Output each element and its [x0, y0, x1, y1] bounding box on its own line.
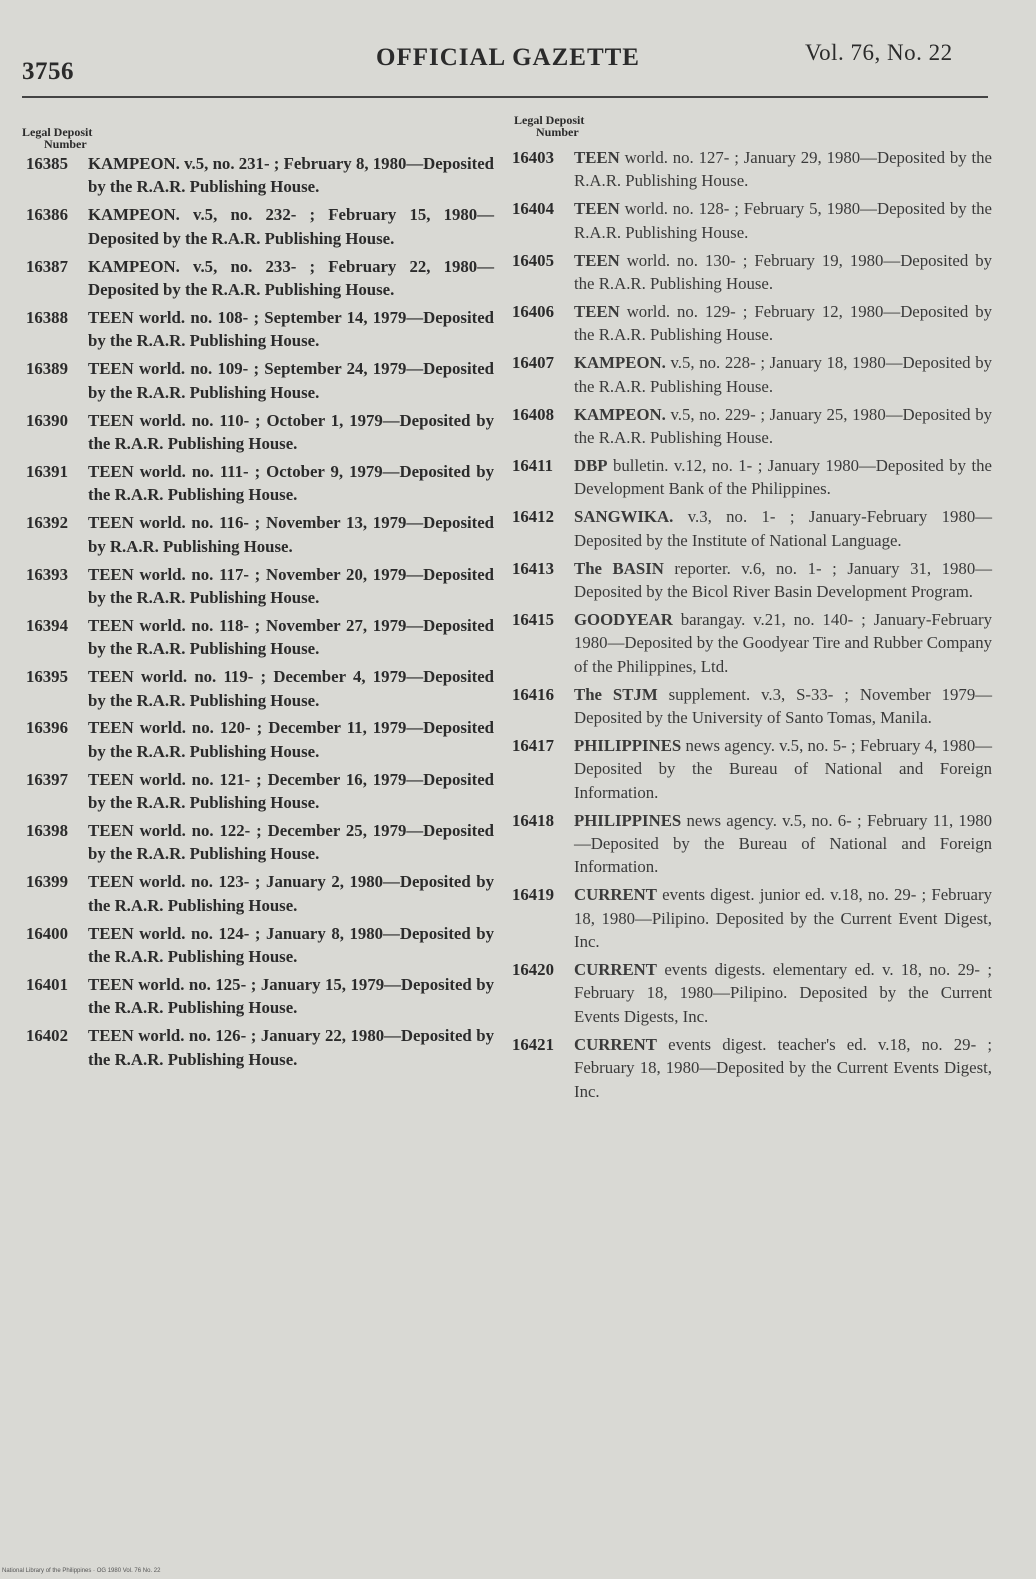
- deposit-number: 16388: [26, 307, 68, 327]
- deposit-description: [88, 973, 494, 1020]
- deposit-entry: [512, 454, 992, 501]
- deposit-description: [574, 883, 992, 953]
- deposit-description: [574, 249, 992, 296]
- publication-title: TEEN: [88, 410, 134, 430]
- deposit-number: 16412: [512, 507, 554, 527]
- deposit-entry: [26, 306, 494, 353]
- deposit-number: 16405: [512, 250, 554, 270]
- column-heading-line2: Number: [536, 125, 579, 139]
- publication-title: TEEN: [88, 769, 134, 789]
- publication-title: DBP: [574, 455, 608, 475]
- deposit-description: [88, 152, 494, 199]
- publication-details: bulletin. v.12, no. 1- ; January 1980—Deposited by the Development Bank of the Philippines.: [574, 455, 992, 499]
- deposit-number: 16415: [512, 609, 554, 629]
- deposit-entry: [512, 883, 992, 953]
- publication-details: world. no. 128- ; February 5, 1980—Deposited by the R.A.R. Publishing House.: [574, 199, 992, 242]
- deposit-number: 16402: [26, 1026, 68, 1046]
- publication-title: TEEN: [574, 301, 620, 321]
- deposit-description: [574, 197, 992, 244]
- deposit-number: 16397: [26, 769, 68, 789]
- deposit-number: 16390: [26, 410, 68, 430]
- deposit-number: 16394: [26, 615, 68, 635]
- deposit-description: [88, 922, 494, 969]
- deposit-number: 16391: [26, 461, 68, 481]
- deposit-entry: [26, 409, 494, 456]
- publication-details: events digest. junior ed. v.18, no. 29- ; February 18, 1980—Pilipino. Deposited by the Current Event Digest, Inc.: [574, 885, 992, 952]
- deposit-number: 16393: [26, 564, 68, 584]
- publication-title: TEEN: [88, 359, 134, 379]
- deposit-description: [88, 819, 494, 866]
- deposit-entry: [512, 608, 992, 678]
- left-column-entries: [26, 152, 494, 1076]
- deposit-number: 16416: [512, 684, 554, 704]
- publication-details: world. no. 124- ; January 8, 1980—Deposited by the R.A.R. Publishing House.: [88, 923, 494, 967]
- scan-footer: National Library of the Philippines · OG 1980 Vol. 76 No. 22: [2, 1568, 161, 1574]
- deposit-entry: [26, 665, 494, 712]
- publication-details: world. no. 123- ; January 2, 1980—Deposited by the R.A.R. Publishing House.: [88, 872, 494, 915]
- publication-title: KAMPEON.: [88, 154, 180, 173]
- deposit-number: 16407: [512, 353, 554, 373]
- column-heading-line1: Legal Deposit: [514, 113, 585, 127]
- publication-title: CURRENT: [574, 1034, 657, 1054]
- deposit-entry: [26, 870, 494, 917]
- page-number: 3756: [22, 58, 74, 85]
- publication-details: world. no. 121- ; December 16, 1979—Deposited by the R.A.R. Publishing House.: [88, 769, 494, 813]
- publication-title: TEEN: [574, 148, 620, 167]
- deposit-description: [88, 409, 494, 456]
- deposit-entry: [512, 809, 992, 879]
- publication-title: TEEN: [88, 821, 134, 841]
- publication-details: world. no. 111- ; October 9, 1979—Deposited by the R.A.R. Publishing House.: [88, 461, 494, 505]
- publication-details: v.3, no. 1- ; January-February 1980—Deposited by the Institute of National Language.: [574, 507, 993, 550]
- publication-title: CURRENT: [574, 960, 657, 979]
- publication-title: TEEN: [88, 513, 134, 533]
- publication-details: news agency. v.5, no. 6- ; February 11, 1980—Deposited by the Bureau of National and Foreign Information.: [574, 810, 992, 877]
- deposit-number: 16420: [512, 960, 554, 979]
- deposit-description: [574, 958, 992, 1028]
- publication-details: world. no. 120- ; December 11, 1979—Deposited by the R.A.R. Publishing House.: [88, 718, 494, 761]
- deposit-entry: [512, 403, 992, 450]
- publication-details: v.5, no. 228- ; January 18, 1980—Deposited by the R.A.R. Publishing House.: [574, 353, 992, 396]
- deposit-description: [88, 357, 494, 404]
- left-column-heading: [22, 126, 92, 150]
- right-column-heading: [514, 114, 584, 138]
- deposit-entry: [512, 1033, 992, 1103]
- publication-details: world. no. 110- ; October 1, 1979—Deposited by the R.A.R. Publishing House.: [88, 410, 494, 453]
- deposit-entry: [26, 716, 494, 763]
- deposit-description: [574, 557, 992, 604]
- publication-details: world. no. 109- ; September 24, 1979—Deposited by the R.A.R. Publishing House.: [88, 359, 494, 402]
- deposit-description: [88, 768, 494, 815]
- publication-details: world. no. 116- ; November 13, 1979—Deposited by R.A.R. Publishing House.: [88, 513, 495, 556]
- deposit-description: [574, 734, 992, 804]
- publication-title: TEEN: [88, 615, 134, 635]
- deposit-description: [574, 1033, 992, 1103]
- publication-title: KAMPEON.: [88, 256, 180, 276]
- deposit-entry: [26, 768, 494, 815]
- deposit-number: 16417: [512, 735, 554, 755]
- deposit-entry: [26, 357, 494, 404]
- deposit-number: 16411: [512, 455, 554, 475]
- publication-details: world. no. 129- ; February 12, 1980—Deposited by the R.A.R. Publishing House.: [574, 301, 992, 345]
- publication-details: reporter. v.6, no. 1- ; January 31, 1980—Deposited by the Bicol River Basin Development Program.: [574, 558, 992, 601]
- publication-title: GOODYEAR: [574, 609, 673, 629]
- publication-title: CURRENT: [574, 885, 657, 905]
- publication-title: KAMPEON.: [574, 353, 666, 373]
- deposit-entry: [26, 819, 494, 866]
- deposit-description: [574, 403, 992, 450]
- deposit-number: 16418: [512, 810, 554, 830]
- publication-title: The BASIN: [574, 558, 664, 578]
- publication-details: supplement. v.3, S-33- ; November 1979—Deposited by the University of Santo Tomas, Manila.: [574, 684, 992, 727]
- deposit-description: [88, 716, 494, 763]
- deposit-entry: [26, 511, 494, 558]
- deposit-number: 16400: [26, 923, 68, 943]
- publication-title: TEEN: [88, 975, 134, 994]
- deposit-number: 16396: [26, 718, 68, 738]
- deposit-description: [574, 300, 992, 347]
- deposit-entry: [512, 734, 992, 804]
- publication-title: TEEN: [574, 250, 620, 270]
- header-rule: [22, 96, 988, 98]
- publication-details: world. no. 130- ; February 19, 1980—Deposited by the R.A.R. Publishing House.: [574, 250, 992, 294]
- publication-details: events digests. elementary ed. v. 18, no. 29- ; February 18, 1980—Pilipino. Deposited by the Current Events Digests, Inc.: [574, 960, 992, 1026]
- deposit-number: 16395: [26, 667, 68, 687]
- deposit-description: [574, 608, 992, 678]
- deposit-entry: [26, 255, 494, 302]
- deposit-number: 16408: [512, 404, 554, 424]
- deposit-number: 16421: [512, 1034, 554, 1054]
- publication-title: TEEN: [88, 1026, 134, 1046]
- publication-details: barangay. v.21, no. 140- ; January-February 1980—Deposited by the Goodyear Tire and Rubber Company of the Philippines, Ltd.: [574, 609, 992, 676]
- publication-details: world. no. 125- ; January 15, 1979—Deposited by the R.A.R. Publishing House.: [88, 975, 494, 1018]
- deposit-description: [574, 505, 992, 552]
- publication-title: TEEN: [88, 718, 134, 738]
- publication-title: PHILIPPINES: [574, 810, 682, 830]
- publication-title: TEEN: [88, 461, 134, 481]
- deposit-entry: [26, 973, 494, 1020]
- publication-title: The STJM: [574, 684, 658, 704]
- publication-title: TEEN: [88, 307, 134, 327]
- deposit-description: [88, 306, 494, 353]
- publication-details: world. no. 119- ; December 4, 1979—Deposited by the R.A.R. Publishing House.: [88, 667, 494, 710]
- publication-details: v.5, no. 231- ; February 8, 1980—Deposited by the R.A.R. Publishing House.: [88, 154, 494, 197]
- right-column-entries: [512, 146, 992, 1107]
- deposit-entry: [512, 197, 992, 244]
- deposit-number: 16406: [512, 301, 554, 321]
- deposit-description: [88, 665, 494, 712]
- deposit-number: 16399: [26, 872, 68, 892]
- deposit-description: [574, 809, 992, 879]
- deposit-entry: [512, 557, 992, 604]
- deposit-description: [574, 351, 992, 398]
- deposit-entry: [512, 683, 992, 730]
- deposit-number: 16389: [26, 359, 68, 379]
- deposit-entry: [26, 614, 494, 661]
- publication-title: SANGWIKA.: [574, 507, 674, 527]
- publication-details: world. no. 127- ; January 29, 1980—Deposited by the R.A.R. Publishing House.: [574, 148, 992, 191]
- publication-details: world. no. 122- ; December 25, 1979—Deposited by the R.A.R. Publishing House.: [88, 821, 494, 864]
- publication-details: world. no. 108- ; September 14, 1979—Deposited by the R.A.R. Publishing House.: [88, 307, 494, 351]
- column-heading-line1: Legal Deposit: [22, 125, 93, 139]
- deposit-number: 16403: [512, 148, 554, 167]
- publication-title: TEEN: [574, 199, 620, 219]
- deposit-description: [574, 146, 992, 193]
- publication-details: v.5, no. 229- ; January 25, 1980—Deposited by the R.A.R. Publishing House.: [574, 404, 992, 447]
- deposit-number: 16392: [26, 513, 68, 533]
- publication-title: TEEN: [88, 923, 134, 943]
- deposit-number: 16385: [26, 154, 68, 173]
- publication-title: TEEN: [88, 872, 134, 892]
- deposit-entry: [512, 351, 992, 398]
- deposit-entry: [26, 203, 494, 250]
- publication-title: TEEN: [88, 564, 134, 584]
- publication-details: events digest. teacher's ed. v.18, no. 29- ; February 18, 1980—Deposited by the Current Events Digest, Inc.: [574, 1034, 992, 1101]
- deposit-entry: [512, 146, 992, 193]
- publication-title: PHILIPPINES: [574, 735, 682, 755]
- publication-title: TEEN: [88, 667, 134, 687]
- deposit-entry: [26, 460, 494, 507]
- deposit-entry: [512, 300, 992, 347]
- publication-details: v.5, no. 232- ; February 15, 1980—Deposited by the R.A.R. Publishing House.: [88, 205, 494, 248]
- deposit-entry: [512, 505, 992, 552]
- deposit-description: [88, 203, 494, 250]
- deposit-number: 16386: [26, 205, 68, 225]
- deposit-entry: [26, 563, 494, 610]
- publication-details: news agency. v.5, no. 5- ; February 4, 1980—Deposited by the Bureau of National and Foreign Information.: [574, 735, 992, 802]
- volume-label: Vol. 76, No. 22: [805, 40, 953, 65]
- deposit-description: [574, 683, 992, 730]
- deposit-number: 16404: [512, 199, 554, 219]
- deposit-description: [88, 460, 494, 507]
- deposit-entry: [26, 922, 494, 969]
- deposit-description: [88, 255, 494, 302]
- deposit-description: [574, 454, 992, 501]
- deposit-number: 16401: [26, 975, 68, 994]
- deposit-entry: [512, 249, 992, 296]
- publication-details: v.5, no. 233- ; February 22, 1980—Deposited by the R.A.R. Publishing House.: [88, 256, 494, 300]
- deposit-number: 16413: [512, 558, 554, 578]
- deposit-number: 16398: [26, 821, 68, 841]
- publication-details: world. no. 126- ; January 22, 1980—Deposited by the R.A.R. Publishing House.: [88, 1026, 494, 1069]
- page-title: OFFICIAL GAZETTE: [376, 44, 640, 71]
- deposit-number: 16387: [26, 256, 68, 276]
- publication-title: KAMPEON.: [88, 205, 180, 225]
- deposit-entry: [26, 1024, 494, 1071]
- column-heading-line2: Number: [44, 137, 87, 151]
- deposit-description: [88, 563, 494, 610]
- deposit-entry: [26, 152, 494, 199]
- publication-details: world. no. 118- ; November 27, 1979—Deposited by the R.A.R. Publishing House.: [88, 615, 495, 659]
- deposit-description: [88, 1024, 494, 1071]
- publication-details: world. no. 117- ; November 20, 1979—Deposited by the R.A.R. Publishing House.: [88, 564, 495, 607]
- publication-title: KAMPEON.: [574, 404, 666, 424]
- deposit-number: 16419: [512, 885, 554, 905]
- deposit-description: [88, 614, 494, 661]
- deposit-description: [88, 870, 494, 917]
- deposit-entry: [512, 958, 992, 1028]
- deposit-description: [88, 511, 494, 558]
